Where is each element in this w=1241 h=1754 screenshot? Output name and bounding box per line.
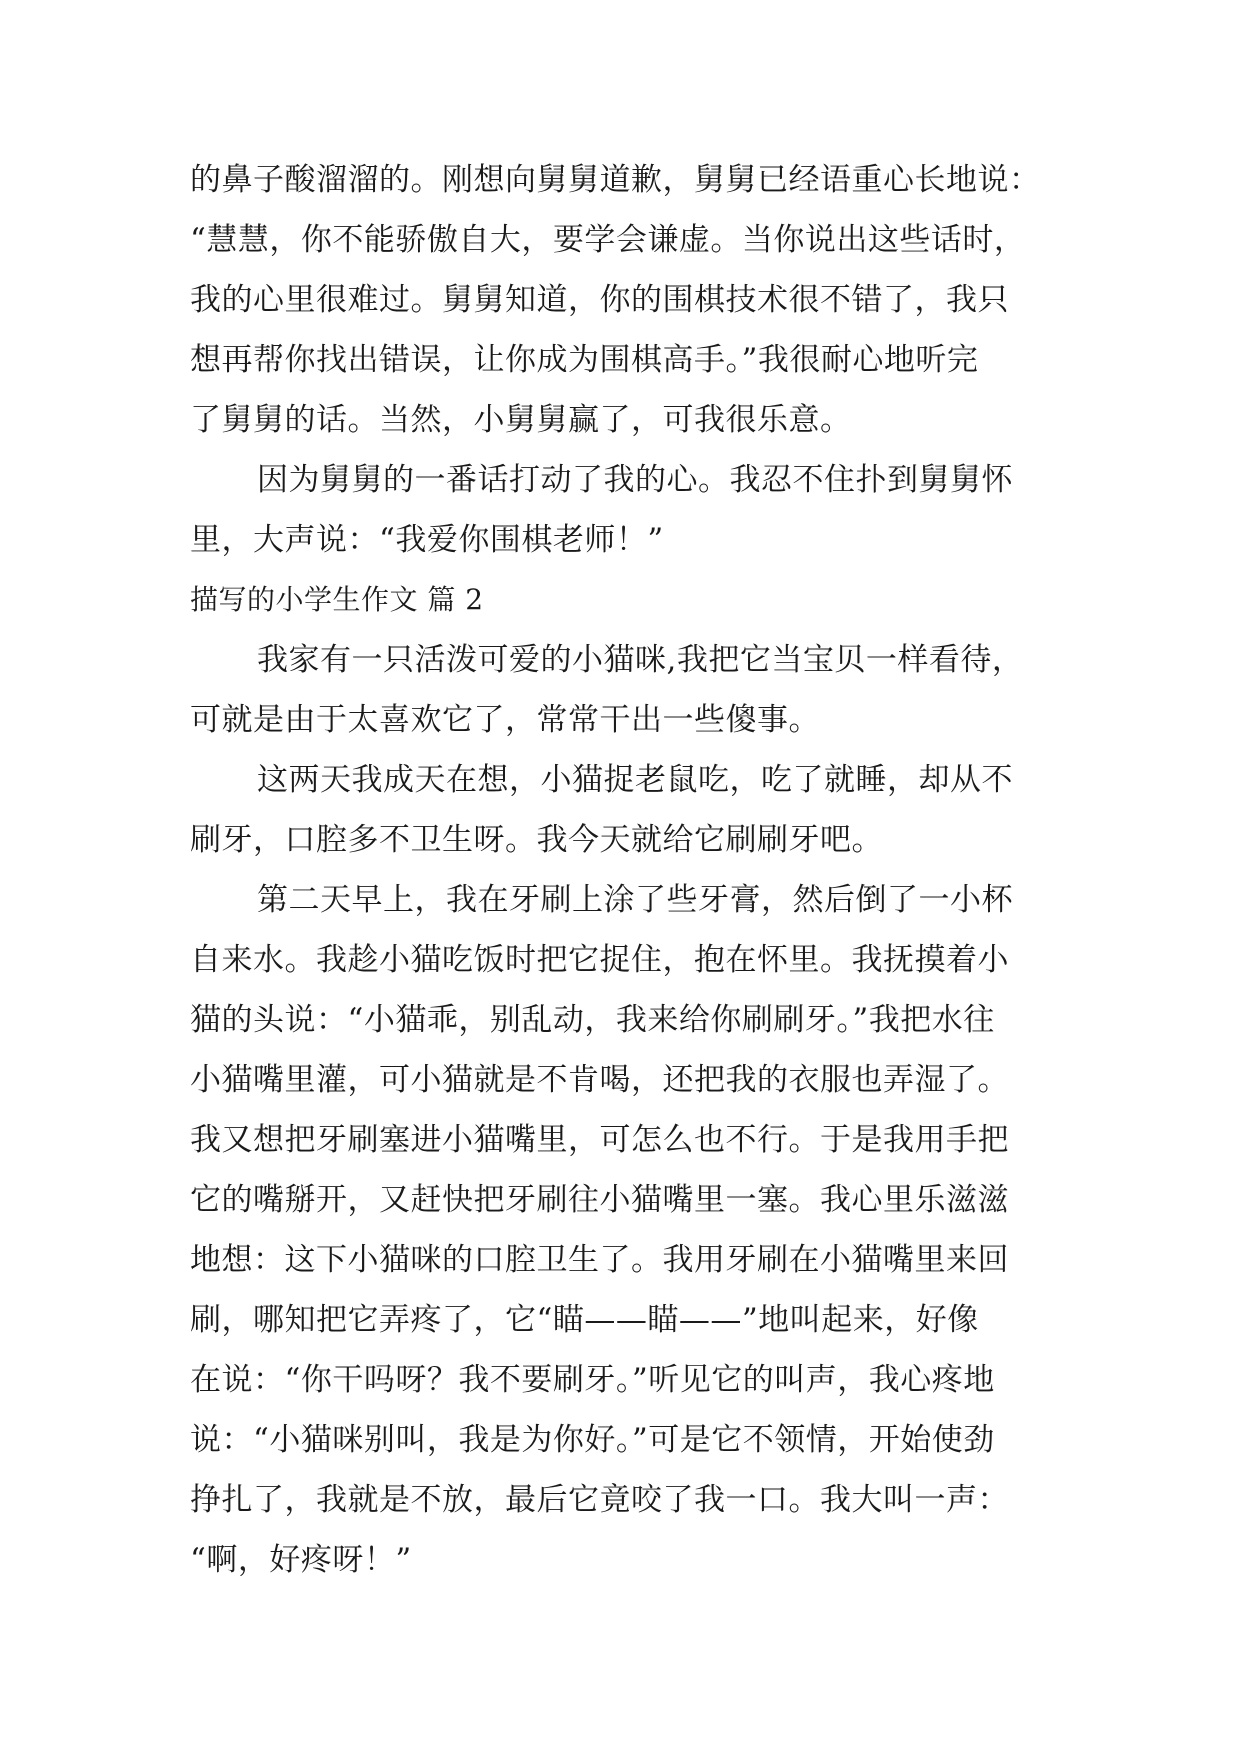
text-line: 刷，哪知把它弄疼了，它“瞄——瞄——”地叫起来，好像 bbox=[190, 1302, 979, 1338]
text-line: 说：“小猫咪别叫，我是为你好。”可是它不领情，开始使劲 bbox=[190, 1422, 995, 1458]
text-line: 地想：这下小猫咪的口腔卫生了。我用牙刷在小猫嘴里来回 bbox=[190, 1242, 1009, 1278]
text-line: 它的嘴掰开，又赶快把牙刷往小猫嘴里一塞。我心里乐滋滋 bbox=[190, 1182, 1009, 1218]
text-line: 我又想把牙刷塞进小猫嘴里，可怎么也不行。于是我用手把 bbox=[190, 1122, 1009, 1158]
text-line: 这两天我成天在想，小猫捉老鼠吃，吃了就睡，却从不 bbox=[257, 762, 1013, 798]
text-line: “啊，好疼呀！” bbox=[190, 1542, 412, 1578]
text-line: 在说：“你干吗呀？我不要刷牙。”听见它的叫声，我心疼地 bbox=[190, 1362, 995, 1398]
text-line: 因为舅舅的一番话打动了我的心。我忍不住扑到舅舅怀 bbox=[257, 462, 1013, 498]
text-line: “慧慧，你不能骄傲自大，要学会谦虚。当你说出这些话时， bbox=[190, 222, 1026, 258]
text-line: 小猫嘴里灌，可小猫就是不肯喝，还把我的衣服也弄湿了。 bbox=[190, 1062, 1009, 1098]
text-line: 第二天早上，我在牙刷上涂了些牙膏，然后倒了一小杯 bbox=[257, 882, 1013, 918]
text-line: 自来水。我趁小猫吃饭时把它捉住，抱在怀里。我抚摸着小 bbox=[190, 942, 1009, 978]
text-line: 挣扎了，我就是不放，最后它竟咬了我一口。我大叫一声： bbox=[190, 1482, 1009, 1518]
text-line: 我的心里很难过。舅舅知道，你的围棋技术很不错了，我只 bbox=[190, 282, 1009, 318]
text-line: 了舅舅的话。当然，小舅舅赢了，可我很乐意。 bbox=[190, 402, 852, 438]
text-line: 猫的头说：“小猫乖，别乱动，我来给你刷刷牙。”我把水往 bbox=[190, 1002, 995, 1038]
text-line: 可就是由于太喜欢它了，常常干出一些傻事。 bbox=[190, 702, 820, 738]
text-line: 的鼻子酸溜溜的。刚想向舅舅道歉，舅舅已经语重心长地说： bbox=[190, 162, 1041, 198]
text-line: 里，大声说：“我爱你围棋老师！” bbox=[190, 522, 664, 558]
section-heading: 描写的小学生作文 篇 2 bbox=[190, 583, 484, 616]
text-line: 我家有一只活泼可爱的小猫咪,我把它当宝贝一样看待， bbox=[257, 642, 1024, 678]
text-line: 刷牙，口腔多不卫生呀。我今天就给它刷刷牙吧。 bbox=[190, 822, 883, 858]
text-line: 想再帮你找出错误，让你成为围棋高手。”我很耐心地听完 bbox=[190, 342, 979, 378]
